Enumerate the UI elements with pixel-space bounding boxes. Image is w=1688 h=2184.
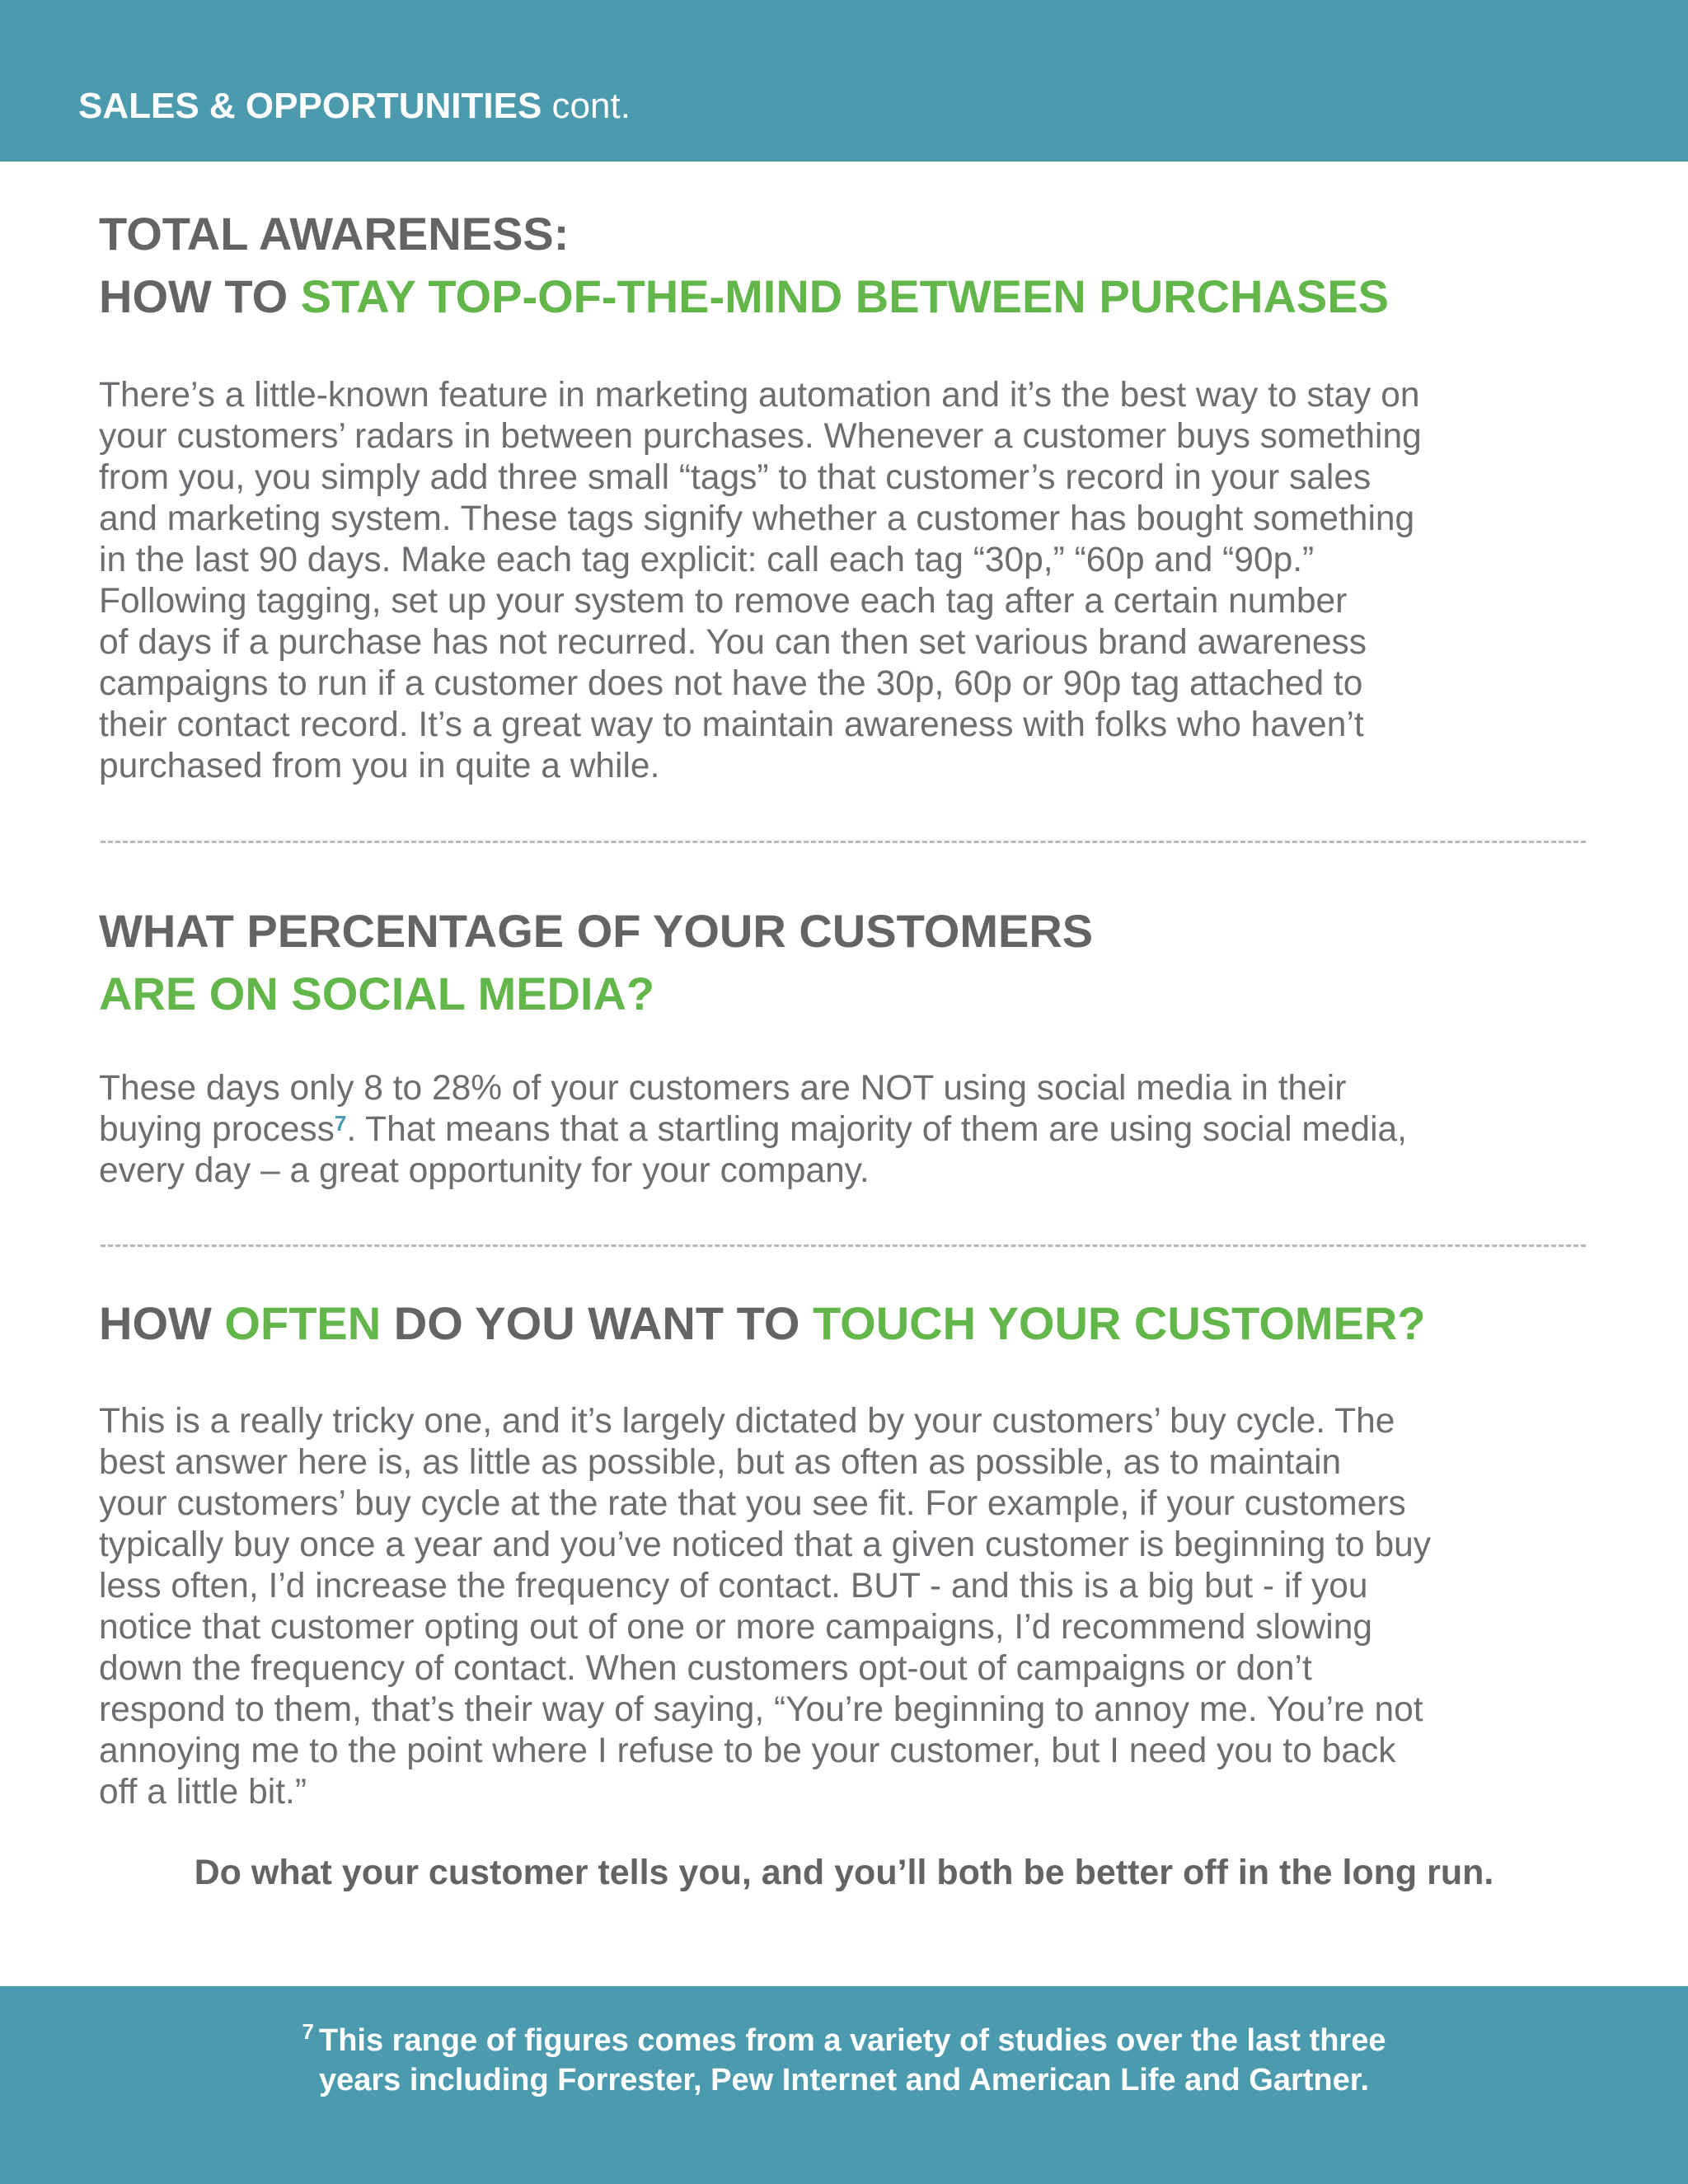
body-line-text: . That means that a startling majority of them are using social media, [346, 1110, 1407, 1149]
section1-title-prefix: HOW TO [99, 270, 301, 322]
section3-body [99, 1401, 1607, 1813]
section2-title-line1: WHAT PERCENTAGE OF YOUR CUSTOMERS [99, 905, 1094, 957]
footnote-line: years including Forrester, Pew Internet and American Life and Gartner. [318, 2063, 1370, 2097]
body-line: and marketing system. These tags signify whether a customer has bought something [99, 499, 1415, 538]
body-line: respond to them, that’s their way of saying, “You’re beginning to annoy me. You’re not [99, 1690, 1423, 1729]
section-title [78, 84, 631, 129]
body-line: in the last 90 days. Make each tag explicit: call each tag “30p,” “60p and “90p.” [99, 541, 1315, 579]
body-line: from you, you simply add three small “tags” to that customer’s record in your sales [99, 458, 1372, 497]
section-divider [101, 841, 1586, 843]
body-line: This is a really tricky one, and it’s largely dictated by your customers’ buy cycle. The [99, 1402, 1395, 1441]
body-line: every day – a great opportunity for your company. [99, 1151, 870, 1190]
section1-title-line1: TOTAL AWARENESS: [99, 208, 570, 260]
body-line: best answer here is, as little as possible, but as often as possible, as to maintain [99, 1443, 1342, 1482]
header-banner [0, 0, 1688, 162]
body-line: Following tagging, set up your system to remove each tag after a certain number [99, 582, 1348, 621]
body-line: notice that customer opting out of one or more campaigns, I’d recommend slowing [99, 1608, 1372, 1647]
body-line: their contact record. It’s a great way to maintain awareness with folks who haven’t [99, 705, 1364, 744]
body-line: of days if a purchase has not recurred. You can then set various brand awareness [99, 623, 1367, 662]
footnote-line [0, 2021, 1688, 2060]
section2-title-line2: ARE ON SOCIAL MEDIA? [99, 968, 655, 1019]
body-line: There’s a little-known feature in marketing automation and it’s the best way to stay on [99, 376, 1420, 415]
footnote-text: This range of figures comes from a variety of studies over the last three [318, 2023, 1386, 2058]
body-line: campaigns to run if a customer does not have the 30p, 60p or 90p tag attached to [99, 664, 1363, 703]
body-line [99, 1109, 1607, 1151]
footer-banner [0, 1986, 1688, 2184]
body-line: your customers’ buy cycle at the rate that you see fit. For example, if your customers [99, 1484, 1406, 1523]
footnote-reference: 7 [334, 1111, 347, 1136]
footnote [0, 2021, 1688, 2100]
section3-title-highlight: TOUCH YOUR CUSTOMER? [812, 1297, 1426, 1349]
section1-title-highlight: STAY TOP-OF-THE-MIND BETWEEN PURCHASES [300, 270, 1389, 322]
body-line: purchased from you in quite a while. [99, 747, 660, 785]
body-line: typically buy once a year and you’ve noticed that a given customer is beginning to buy [99, 1526, 1431, 1564]
callout-quote: Do what your customer tells you, and you’ll both be better off in the long run. [194, 1853, 1494, 1892]
section-title-bold: SALES & OPPORTUNITIES [78, 86, 542, 126]
section3-title-part: HOW [99, 1297, 225, 1349]
body-line-text: buying process [99, 1110, 335, 1149]
body-line: less often, I’d increase the frequency of contact. BUT - and this is a big but - if you [99, 1567, 1368, 1605]
body-line: annoying me to the point where I refuse to be your customer, but I need you to back [99, 1732, 1396, 1770]
section-divider [101, 1244, 1586, 1247]
section3-title-part: DO YOU WANT TO [381, 1297, 813, 1349]
section1-title-line2 [99, 267, 1389, 326]
section2-body [99, 1068, 1607, 1192]
body-line: These days only 8 to 28% of your customers are NOT using social media in their [99, 1069, 1347, 1108]
section3-title-highlight: OFTEN [224, 1297, 382, 1349]
section-title-suffix: cont. [551, 86, 631, 126]
body-line: down the frequency of contact. When customers opt-out of campaigns or don’t [99, 1649, 1312, 1688]
body-line: off a little bit.” [99, 1773, 307, 1811]
section3-title [99, 1294, 1426, 1353]
body-line: your customers’ radars in between purchases. Whenever a customer buys something [99, 417, 1422, 456]
footnote-number: 7 [302, 2019, 314, 2044]
section1-body [99, 375, 1607, 787]
